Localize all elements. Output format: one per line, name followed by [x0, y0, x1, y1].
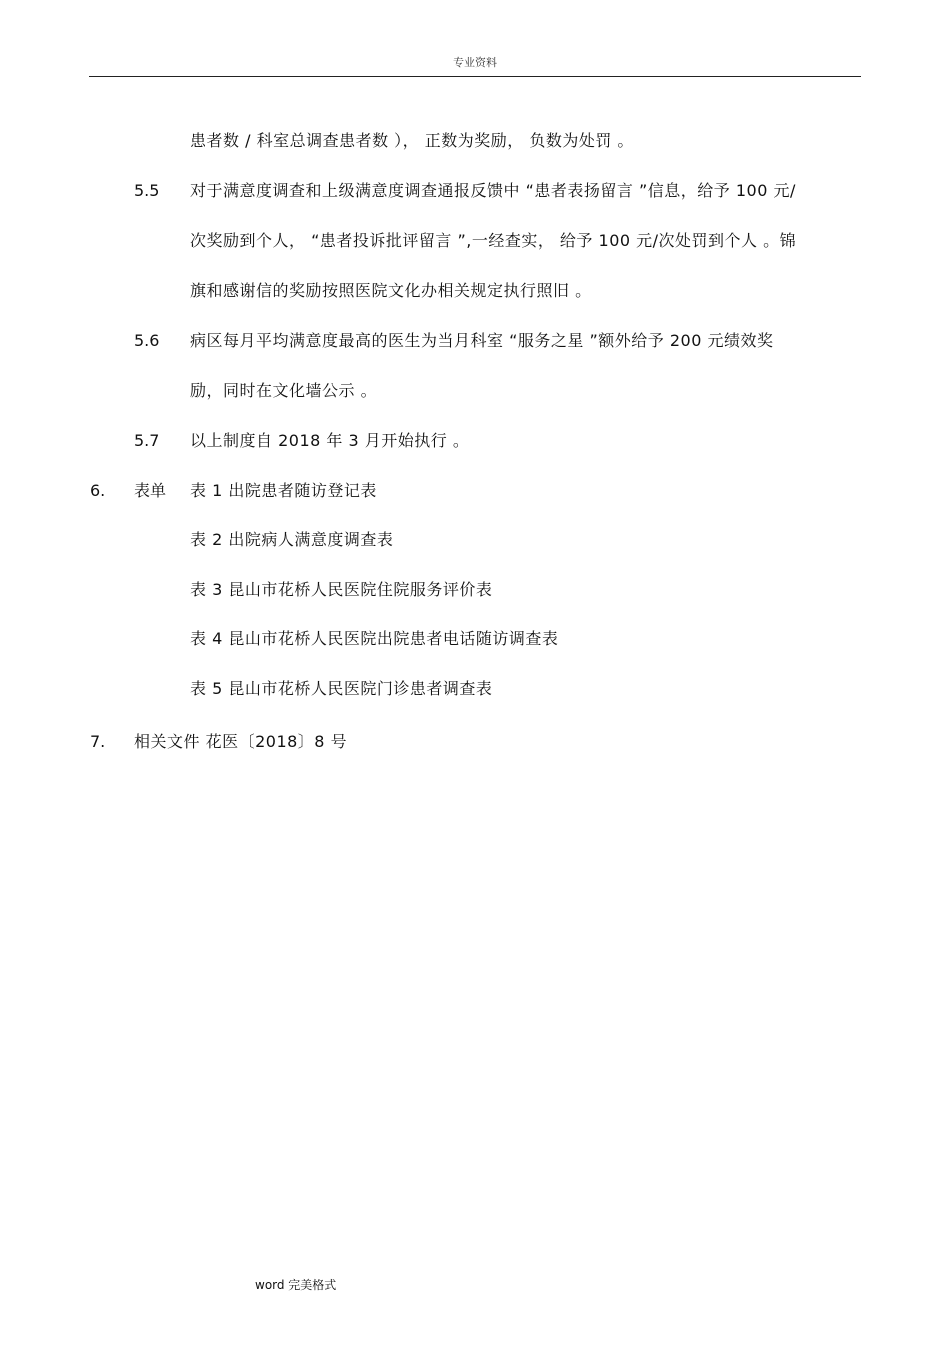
continuation-line: 患者数 / 科室总调查患者数 ）， 正数为奖励， 负数为处罚 。: [190, 131, 634, 150]
section-number-6: 6.: [90, 481, 106, 500]
section-number-5-7: 5.7: [134, 431, 160, 450]
form-item-3: 表 3 昆山市花桥人民医院住院服务评价表: [190, 580, 493, 599]
section-number-5-6: 5.6: [134, 331, 160, 350]
section-number-7: 7.: [90, 732, 106, 751]
section-6-label: 表单: [134, 481, 167, 500]
form-item-1: 表 1 出院患者随访登记表: [190, 481, 377, 500]
section-number-5-5: 5.5: [134, 181, 160, 200]
section-5-5-line-3: 旗和感谢信的奖励按照医院文化办相关规定执行照旧 。: [190, 281, 592, 300]
form-item-2: 表 2 出院病人满意度调查表: [190, 530, 394, 549]
form-item-4: 表 4 昆山市花桥人民医院出院患者电话随访调查表: [190, 629, 559, 648]
section-5-6-line-1: 病区每月平均满意度最高的医生为当月科室 “服务之星 ”额外给予 200 元绩效奖: [190, 331, 774, 350]
section-5-5-line-2: 次奖励到个人， “患者投诉批评留言 ”,一经查实， 给予 100 元/次处罚到个人 。锦: [190, 231, 797, 250]
section-7-line-1: 相关文件 花医〔2018〕8 号: [134, 732, 348, 751]
form-item-5: 表 5 昆山市花桥人民医院门诊患者调查表: [190, 679, 493, 698]
page-header: 专业资料: [453, 56, 497, 69]
page-footer: word 完美格式: [255, 1278, 337, 1292]
section-5-6-line-2: 励，同时在文化墙公示 。: [190, 381, 378, 400]
header-divider: [89, 76, 861, 77]
section-5-7-line-1: 以上制度自 2018 年 3 月开始执行 。: [190, 431, 470, 450]
section-5-5-line-1: 对于满意度调查和上级满意度调查通报反馈中 “患者表扬留言 ”信息，给予 100 元/: [190, 181, 796, 200]
